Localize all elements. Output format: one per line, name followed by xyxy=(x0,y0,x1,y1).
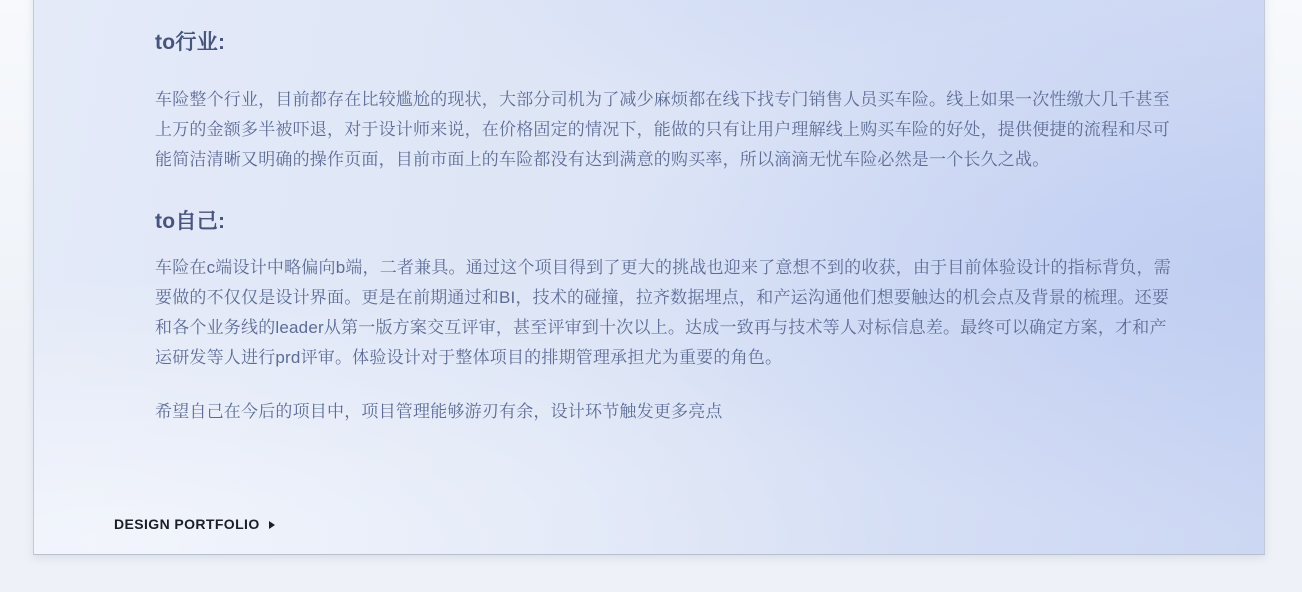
paragraph-self: 车险在c端设计中略偏向b端，二者兼具。通过这个项目得到了更大的挑战也迎来了意想不到的收获，由于目前体验设计的指标背负，需要做的不仅仅是设计界面。更是在前期通过和BI，技术的碰撞，拉齐数据埋点，和产运沟通他们想要触达的机会点及背景的梳理。还要和各个业务线的leader从第一版方案交互评审，甚至评审到十次以上。达成一致再与技术等人对标信息差。最终可以确定方案，才和产运研发等人进行prd评审。体验设计对于整体项目的排期管理承担尤为重要的角色。 xyxy=(155,258,1171,367)
paragraph-industry: 车险整个行业，目前都存在比较尴尬的现状，大部分司机为了减少麻烦都在线下找专门销售人员买车险。线上如果一次性缴大几千甚至上万的金额多半被吓退，对于设计师来说，在价格固定的情况下，能做的只有让用户理解线上购买车险的好处，提供便捷的流程和尽可能简洁清晰又明确的操作页面，目前市面上的车险都没有达到满意的购买率，所以滴滴无忧车险必然是一个长久之战。 xyxy=(155,90,1170,169)
paragraph-hope: 希望自己在今后的项目中，项目管理能够游刃有余，设计环节触发更多亮点 xyxy=(155,402,723,421)
design-portfolio-link[interactable] xyxy=(114,516,275,532)
section-heading-industry: to行业: xyxy=(155,31,226,54)
arrow-right-icon xyxy=(269,521,275,529)
content-area xyxy=(34,0,1264,427)
design-portfolio-label: DESIGN PORTFOLIO xyxy=(114,516,260,532)
content-card xyxy=(33,0,1265,555)
section-heading-self: to自己: xyxy=(155,210,226,233)
